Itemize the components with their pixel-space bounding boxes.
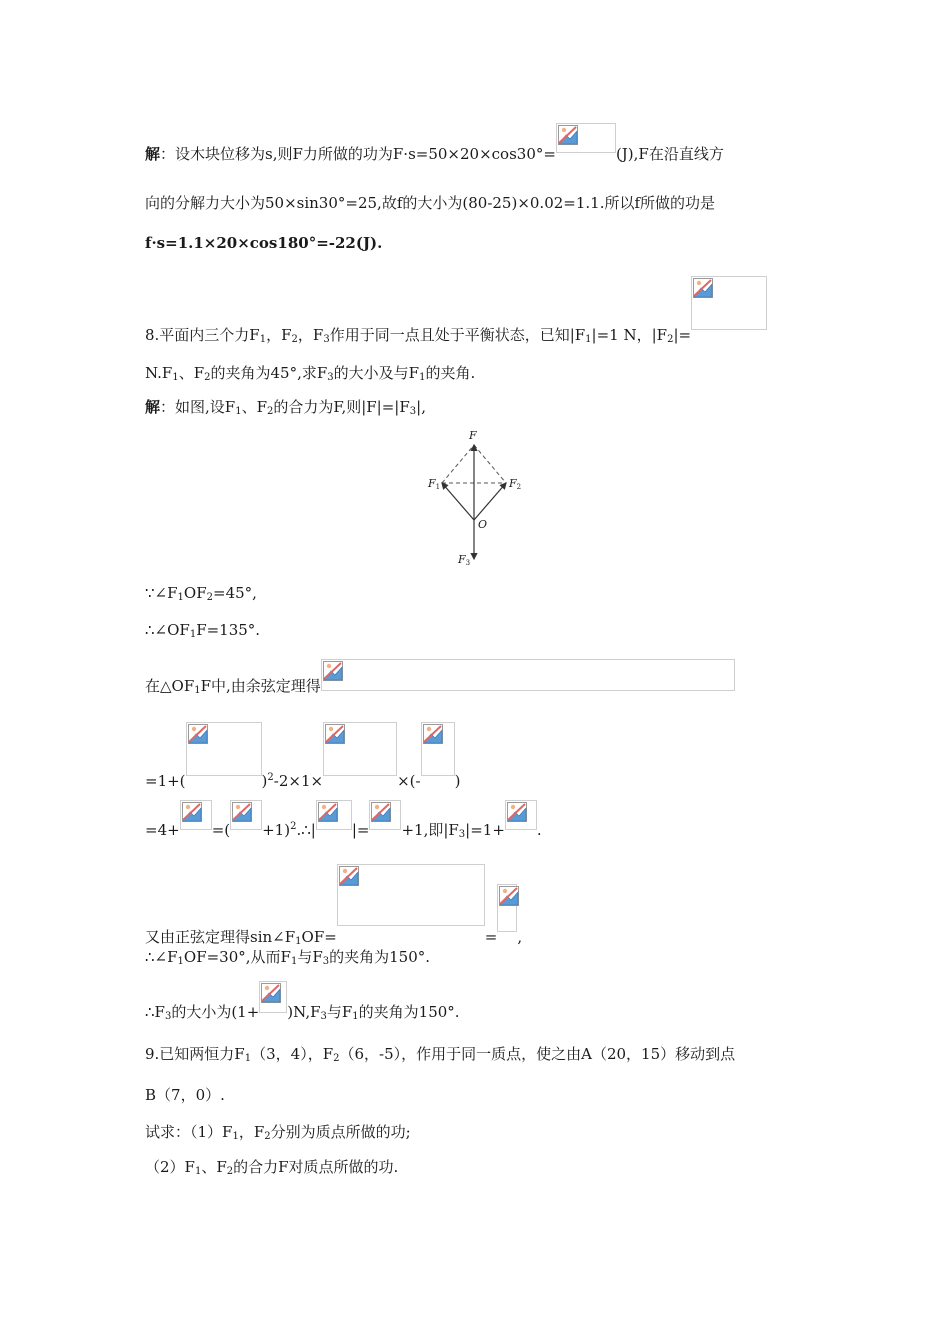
solution-line-1: 解：设木块位移为s,则F力所做的功为F·s=50×20×cos30°= (J),F在沿直线方 — [145, 129, 724, 164]
broken-image-icon — [507, 802, 527, 822]
label-F: F — [469, 429, 477, 442]
broken-image-icon — [188, 724, 208, 744]
broken-image-icon — [693, 278, 713, 298]
dashed-F-F2 — [474, 445, 506, 483]
broken-image-icon — [423, 724, 443, 744]
broken-image-icon — [325, 724, 345, 744]
vector-OF2 — [474, 483, 506, 520]
solution-8-line-9: $\therefore F_3$的大小为(1+ )$N,F_3$与$F_1$的夹角为150°. — [145, 985, 460, 1022]
solution-8-line-8: $\therefore\angle F_1OF=30^\circ$,从而$F_1$与$F_3$的夹角为150°. — [145, 948, 431, 967]
solution-8-line-4: 在$\triangle OF_1F$中,由余弦定理得 — [145, 659, 735, 696]
problem-9-line-1: 9.已知两恒力$F_1(3$，4），$F_2(6$，-5），作用于同一质点，使之由A（20，15）移动到点 — [145, 1045, 736, 1064]
broken-image-icon — [318, 802, 338, 822]
broken-image-icon — [182, 802, 202, 822]
formula-image — [369, 800, 401, 830]
problem-8-line-1: 8.平面内三个力$F_1$，$F_2$，$F_3$作用于同一点且处于平衡状态，已知$|F_1|=1$ N，$|F_2|=$ — [145, 286, 767, 345]
formula-image — [321, 659, 735, 691]
solution-line-2: 向的分解力大小为50×sin30°=25,故f的大小为(80-25)×0.02=1.1.所以f所做的功是 — [145, 194, 716, 212]
force-diagram — [420, 425, 530, 570]
broken-image-icon — [232, 802, 252, 822]
vector-OF1 — [442, 483, 474, 520]
solution-8-line-3: $\therefore\angle OF_1F=135^\circ$. — [145, 621, 261, 640]
broken-image-icon — [499, 886, 519, 906]
dashed-F1-F — [442, 445, 474, 483]
solution-8-line-5: =1+( )$^2$-2×1× ×(- ) — [145, 732, 460, 791]
broken-image-icon — [558, 125, 578, 145]
formula-image — [497, 884, 517, 932]
formula-image — [691, 276, 767, 330]
formula-image — [323, 722, 397, 776]
broken-image-icon — [261, 983, 281, 1003]
problem-8-line-2: $N.F_1$、$F_2$的夹角为45°,求$F_3$的大小及与$F_1$的夹角. — [145, 364, 476, 383]
broken-image-icon — [339, 866, 359, 886]
label-O: O — [478, 518, 488, 531]
broken-image-icon — [323, 661, 343, 681]
formula-image — [556, 123, 616, 153]
formula-image — [421, 722, 455, 776]
formula-image — [230, 800, 262, 830]
formula-image — [337, 864, 485, 926]
formula-image — [259, 981, 287, 1013]
formula-image — [180, 800, 212, 830]
solution-line-3: f·s=1.1×20×cos180°=-22(J). — [145, 234, 383, 252]
problem-9-line-3: 试求：$(1)F_1$，$F_2$分别为质点所做的功; — [145, 1123, 411, 1142]
solution-8-line-2: $\because\angle F_1OF_2=45^\circ$, — [145, 584, 257, 603]
formula-image — [505, 800, 537, 830]
solution-8-line-7: 又由正弦定理得$\sin\angle F_1OF=$ = , — [145, 880, 522, 947]
formula-image — [316, 800, 352, 830]
label-F2: F2 — [509, 477, 522, 491]
formula-image — [186, 722, 262, 776]
broken-image-icon — [371, 802, 391, 822]
solution-8-line-1: 解：如图,设$F_1$、$F_2$的合力为F,则$|F|=|F_3|$, — [145, 398, 426, 417]
problem-9-line-4: $(2)F_1$、$F_2$的合力F对质点所做的功. — [145, 1158, 399, 1177]
solution-8-line-6: =4+ =( +1)$^2$.∴| |= +1,即$|F_3|=1+$ . — [145, 805, 542, 840]
label-F3: F3 — [458, 553, 471, 567]
label-F1: F1 — [428, 477, 441, 491]
problem-9-line-2: B（7，0）. — [145, 1086, 225, 1104]
